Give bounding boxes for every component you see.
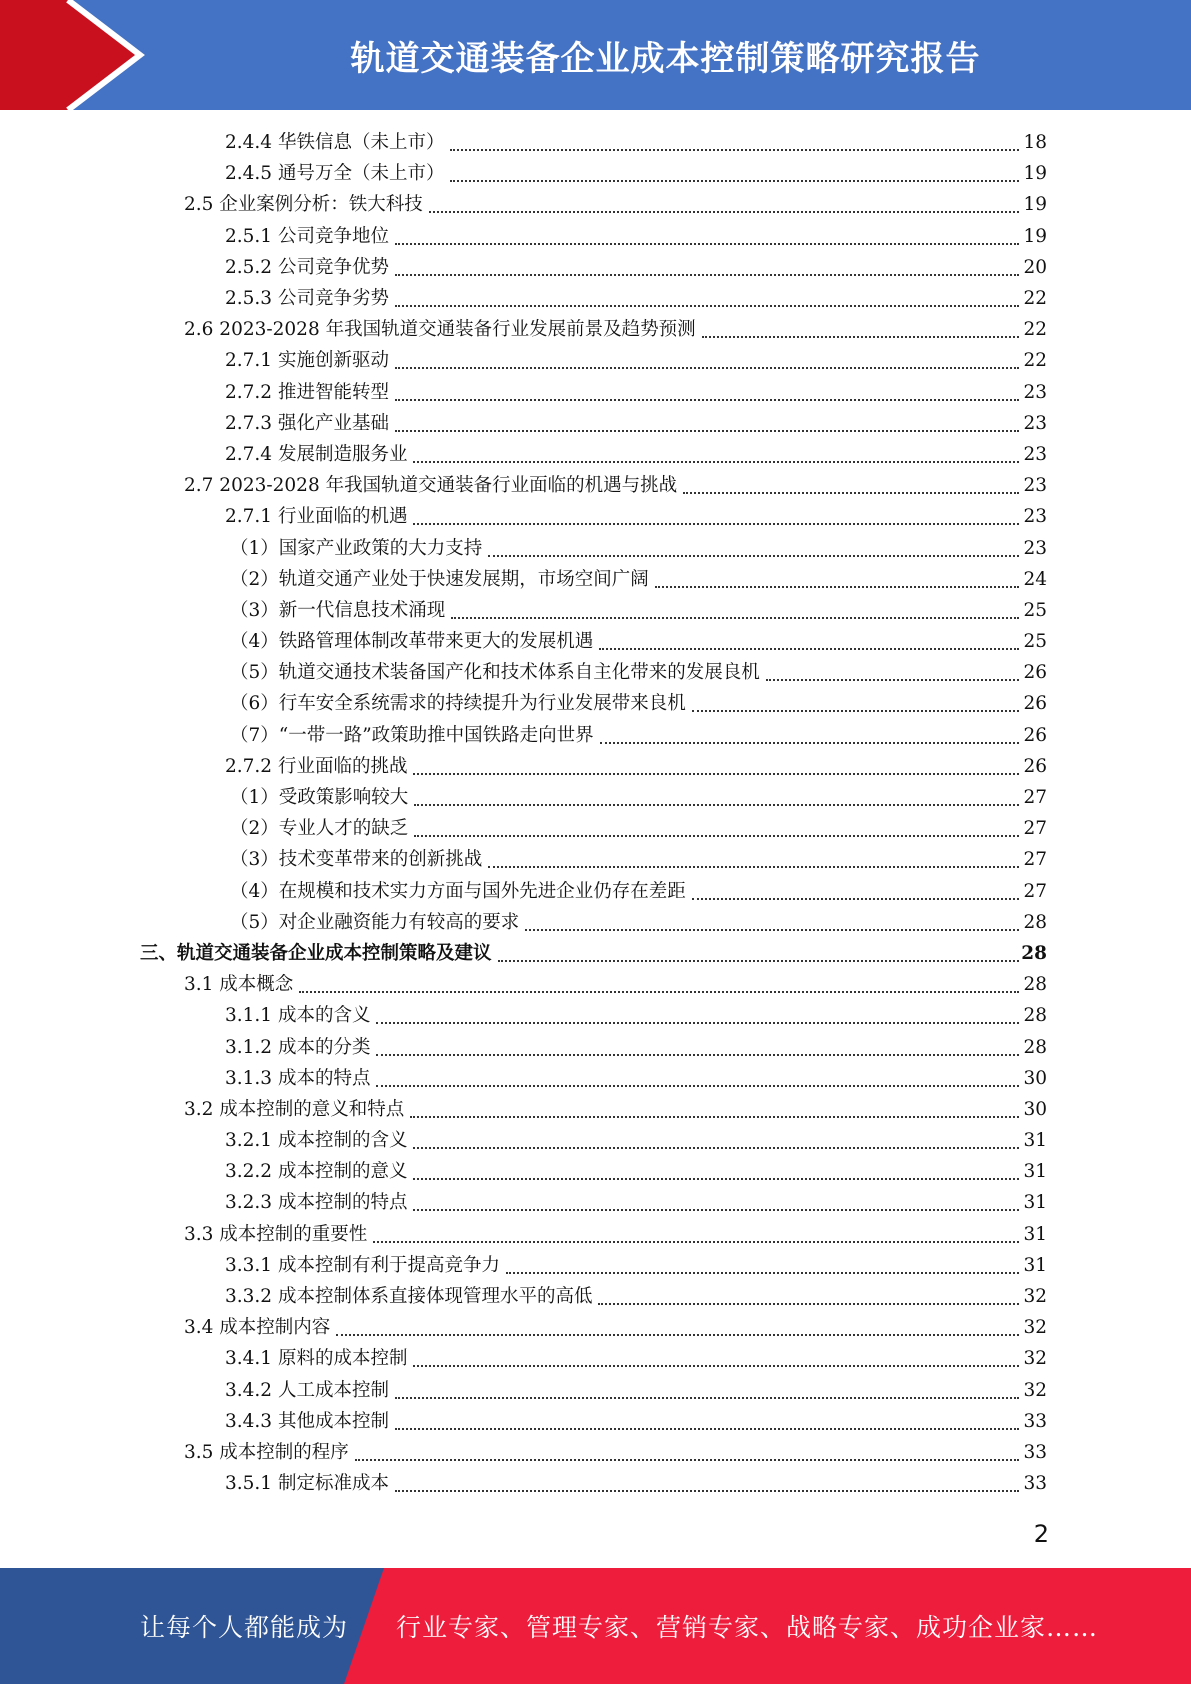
toc-entry[interactable] [0, 782, 1191, 813]
toc-entry-label: 3.4 成本控制内容 [184, 1317, 331, 1339]
toc-entry-page: 27 [1023, 787, 1047, 809]
toc-entry[interactable] [0, 688, 1191, 719]
header-arrow-decoration [0, 0, 150, 110]
toc-dot-leader [395, 1489, 1019, 1492]
toc-dot-leader [683, 491, 1019, 494]
toc-entry-page: 19 [1023, 225, 1047, 247]
toc-entry[interactable] [0, 657, 1191, 688]
toc-entry-page: 31 [1023, 1130, 1047, 1152]
toc-entry-label: （1）国家产业政策的大力支持 [230, 537, 483, 559]
toc-dot-leader [525, 928, 1019, 931]
toc-entry-label: 3.3.1 成本控制有利于提高竞争力 [225, 1254, 500, 1276]
toc-entry-page: 26 [1023, 662, 1047, 684]
toc-entry[interactable] [0, 1094, 1191, 1125]
toc-entry-page: 31 [1023, 1192, 1047, 1214]
toc-entry[interactable] [0, 439, 1191, 470]
toc-entry[interactable] [0, 1437, 1191, 1468]
toc-dot-leader [299, 990, 1019, 993]
toc-entry-page: 26 [1023, 755, 1047, 777]
toc-entry[interactable] [0, 1156, 1191, 1187]
toc-entry[interactable] [0, 564, 1191, 595]
toc-entry[interactable] [0, 1281, 1191, 1312]
toc-entry-page: 18 [1023, 132, 1047, 154]
toc-dot-leader [376, 1021, 1019, 1024]
toc-entry-label: 3.2.3 成本控制的特点 [225, 1192, 408, 1214]
toc-dot-leader [692, 709, 1019, 712]
toc-entry[interactable] [0, 1343, 1191, 1374]
toc-entry-label: 3.3 成本控制的重要性 [184, 1223, 368, 1245]
toc-dot-leader [488, 865, 1019, 868]
toc-entry[interactable] [0, 221, 1191, 252]
toc-dot-leader [376, 1084, 1019, 1087]
toc-dot-leader [413, 522, 1019, 525]
toc-dot-leader [413, 460, 1019, 463]
toc-entry[interactable] [0, 969, 1191, 1000]
toc-entry[interactable] [0, 470, 1191, 501]
toc-entry[interactable] [0, 1125, 1191, 1156]
toc-dot-leader [599, 647, 1019, 650]
toc-dot-leader [395, 273, 1019, 276]
toc-entry[interactable] [0, 345, 1191, 376]
toc-dot-leader [413, 772, 1019, 775]
toc-dot-leader [395, 1427, 1019, 1430]
footer-slogan-right: 行业专家、管理专家、营销专家、战略专家、成功企业家…… [396, 1613, 1099, 1642]
toc-entry-label: （4）在规模和技术实力方面与国外先进企业仍存在差距 [230, 880, 686, 902]
toc-entry-label: （5）轨道交通技术装备国产化和技术体系自主化带来的发展良机 [230, 662, 760, 684]
toc-dot-leader [395, 242, 1019, 245]
toc-entry[interactable] [0, 876, 1191, 907]
report-title: 轨道交通装备企业成本控制策略研究报告 [350, 38, 981, 79]
toc-entry-label: 3.1.2 成本的分类 [225, 1036, 371, 1058]
toc-entry[interactable] [0, 626, 1191, 657]
toc-entry-page: 32 [1023, 1317, 1047, 1339]
toc-entry-label: （3）新一代信息技术涌现 [230, 599, 446, 621]
toc-dot-leader [450, 179, 1019, 182]
toc-entry-page: 23 [1023, 506, 1047, 528]
toc-dot-leader [395, 304, 1019, 307]
toc-entry-page: 20 [1023, 256, 1047, 278]
toc-dot-leader [373, 1240, 1019, 1243]
toc-entry-page: 27 [1023, 818, 1047, 840]
toc-entry-page: 19 [1023, 163, 1047, 185]
toc-entry[interactable] [0, 252, 1191, 283]
toc-entry-page: 28 [1023, 974, 1047, 996]
toc-entry-page: 26 [1023, 693, 1047, 715]
toc-entry[interactable] [0, 1312, 1191, 1343]
toc-dot-leader [413, 1177, 1019, 1180]
toc-entry-label: 3.1.1 成本的含义 [225, 1005, 371, 1027]
toc-entry-page: 26 [1023, 724, 1047, 746]
toc-dot-leader [450, 148, 1019, 151]
toc-dot-leader [692, 897, 1019, 900]
toc-entry-page: 31 [1023, 1223, 1047, 1245]
toc-entry-page: 32 [1023, 1348, 1047, 1370]
toc-entry-label: 2.5.2 公司竞争优势 [225, 256, 389, 278]
toc-entry[interactable] [0, 158, 1191, 189]
toc-entry-label: 2.7.1 行业面临的机遇 [225, 506, 408, 528]
toc-entry-page: 31 [1023, 1254, 1047, 1276]
toc-entry[interactable] [0, 938, 1191, 969]
toc-entry-label: 2.7.1 实施创新驱动 [225, 350, 389, 372]
toc-entry-label: （5）对企业融资能力有较高的要求 [230, 911, 520, 933]
toc-entry-page: 23 [1023, 443, 1047, 465]
toc-entry-label: 2.5.3 公司竞争劣势 [225, 288, 389, 310]
toc-dot-leader [413, 1208, 1019, 1211]
toc-entry[interactable] [0, 813, 1191, 844]
toc-entry-page: 23 [1023, 412, 1047, 434]
toc-entry[interactable] [0, 1000, 1191, 1031]
toc-entry[interactable] [0, 1063, 1191, 1094]
toc-entry[interactable] [0, 189, 1191, 220]
toc-entry-label: 2.7.2 推进智能转型 [225, 381, 389, 403]
toc-entry-label: （3）技术变革带来的创新挑战 [230, 849, 483, 871]
toc-entry-label: 2.5 企业案例分析：铁大科技 [184, 194, 423, 216]
toc-entry[interactable] [0, 907, 1191, 938]
toc-entry-page: 25 [1023, 599, 1047, 621]
toc-entry[interactable] [0, 844, 1191, 875]
toc-entry-label: 2.4.5 通号万全（未上市） [225, 163, 445, 185]
toc-entry-page: 19 [1023, 194, 1047, 216]
toc-entry-label: 2.5.1 公司竞争地位 [225, 225, 389, 247]
toc-dot-leader [413, 1146, 1019, 1149]
toc-entry[interactable] [0, 408, 1191, 439]
toc-entry[interactable] [0, 751, 1191, 782]
toc-dot-leader [414, 803, 1019, 806]
toc-entry-page: 30 [1023, 1098, 1047, 1120]
page-header [0, 0, 1191, 110]
toc-entry-label: （7）“一带一路”政策助推中国铁路走向世界 [230, 724, 594, 746]
toc-entry-label: 3.1 成本概念 [184, 974, 294, 996]
toc-entry[interactable] [0, 283, 1191, 314]
toc-dot-leader [355, 1458, 1019, 1461]
toc-entry[interactable] [0, 595, 1191, 626]
toc-dot-leader [702, 335, 1019, 338]
toc-dot-leader [488, 554, 1019, 557]
toc-entry-label: 3.2.2 成本控制的意义 [225, 1161, 408, 1183]
toc-entry-label: 2.4.4 华铁信息（未上市） [225, 132, 445, 154]
toc-entry-label: 2.7.4 发展制造服务业 [225, 443, 408, 465]
toc-entry-page: 22 [1023, 319, 1047, 341]
toc-dot-leader [395, 366, 1019, 369]
toc-entry-page: 22 [1023, 350, 1047, 372]
table-of-contents [0, 127, 1191, 1499]
toc-entry-page: 32 [1023, 1286, 1047, 1308]
toc-dot-leader [413, 1364, 1019, 1367]
toc-entry[interactable] [0, 1250, 1191, 1281]
toc-dot-leader [506, 1271, 1019, 1274]
toc-dot-leader [451, 616, 1019, 619]
toc-dot-leader [395, 398, 1019, 401]
toc-entry-page: 33 [1023, 1473, 1047, 1495]
toc-entry-label: （4）铁路管理体制改革带来更大的发展机遇 [230, 631, 594, 653]
toc-entry-label: 2.7.2 行业面临的挑战 [225, 755, 408, 777]
toc-entry[interactable] [0, 127, 1191, 158]
toc-entry[interactable] [0, 377, 1191, 408]
toc-entry-page: 22 [1023, 288, 1047, 310]
toc-entry[interactable] [0, 1375, 1191, 1406]
toc-entry-label: 3.2.1 成本控制的含义 [225, 1130, 408, 1152]
toc-entry-label: 三、轨道交通装备企业成本控制策略及建议 [140, 942, 492, 964]
toc-entry-label: 3.4.1 原料的成本控制 [225, 1348, 408, 1370]
toc-dot-leader [414, 834, 1019, 837]
toc-entry-label: 2.7.3 强化产业基础 [225, 412, 389, 434]
toc-entry[interactable] [0, 501, 1191, 532]
toc-entry[interactable] [0, 1406, 1191, 1437]
page-number: 2 [1033, 1520, 1049, 1548]
toc-entry-page: 23 [1023, 475, 1047, 497]
toc-dot-leader [429, 210, 1019, 213]
toc-entry-page: 32 [1023, 1379, 1047, 1401]
footer-slogan-left: 让每个人都能成为 [140, 1613, 349, 1642]
toc-entry-page: 28 [1023, 1036, 1047, 1058]
toc-entry-label: 3.5.1 制定标准成本 [225, 1473, 389, 1495]
toc-entry[interactable] [0, 720, 1191, 751]
toc-entry-page: 33 [1023, 1410, 1047, 1432]
toc-entry-label: 3.5 成本控制的程序 [184, 1441, 349, 1463]
toc-entry-page: 28 [1023, 1005, 1047, 1027]
toc-entry-label: （1）受政策影响较大 [230, 787, 409, 809]
toc-entry-page: 27 [1023, 880, 1047, 902]
toc-entry-page: 28 [1023, 911, 1047, 933]
toc-entry-page: 30 [1023, 1067, 1047, 1089]
toc-dot-leader [376, 1053, 1019, 1056]
toc-dot-leader [395, 1396, 1019, 1399]
toc-entry[interactable] [0, 1187, 1191, 1218]
toc-entry-page: 23 [1023, 537, 1047, 559]
toc-entry-page: 31 [1023, 1161, 1047, 1183]
toc-entry-page: 27 [1023, 849, 1047, 871]
toc-entry-label: 2.6 2023-2028 年我国轨道交通装备行业发展前景及趋势预测 [184, 319, 696, 341]
toc-dot-leader [766, 678, 1019, 681]
toc-entry-label: 3.4.2 人工成本控制 [225, 1379, 389, 1401]
toc-entry[interactable] [0, 1468, 1191, 1499]
toc-entry-label: 3.2 成本控制的意义和特点 [184, 1098, 405, 1120]
toc-entry-page: 25 [1023, 631, 1047, 653]
toc-dot-leader [598, 1302, 1019, 1305]
toc-entry-label: （2）专业人才的缺乏 [230, 818, 409, 840]
toc-entry-page: 23 [1023, 381, 1047, 403]
toc-entry-label: 3.1.3 成本的特点 [225, 1067, 371, 1089]
toc-dot-leader [600, 741, 1019, 744]
toc-dot-leader [655, 585, 1019, 588]
toc-dot-leader [336, 1333, 1019, 1336]
toc-dot-leader [498, 959, 1019, 962]
page-footer [0, 1568, 1191, 1684]
toc-entry-label: 2.7 2023-2028 年我国轨道交通装备行业面临的机遇与挑战 [184, 475, 678, 497]
toc-dot-leader [395, 429, 1019, 432]
toc-entry-label: （6）行车安全系统需求的持续提升为行业发展带来良机 [230, 693, 686, 715]
toc-entry-label: 3.3.2 成本控制体系直接体现管理水平的高低 [225, 1286, 593, 1308]
toc-entry-label: 3.4.3 其他成本控制 [225, 1410, 389, 1432]
toc-dot-leader [410, 1115, 1019, 1118]
toc-entry[interactable] [0, 532, 1191, 563]
toc-entry-label: （2）轨道交通产业处于快速发展期，市场空间广阔 [230, 568, 649, 590]
toc-entry[interactable] [0, 1031, 1191, 1062]
toc-entry-page: 28 [1021, 942, 1047, 964]
toc-entry[interactable] [0, 314, 1191, 345]
toc-entry[interactable] [0, 1219, 1191, 1250]
toc-entry-page: 24 [1023, 568, 1047, 590]
toc-entry-page: 33 [1023, 1441, 1047, 1463]
